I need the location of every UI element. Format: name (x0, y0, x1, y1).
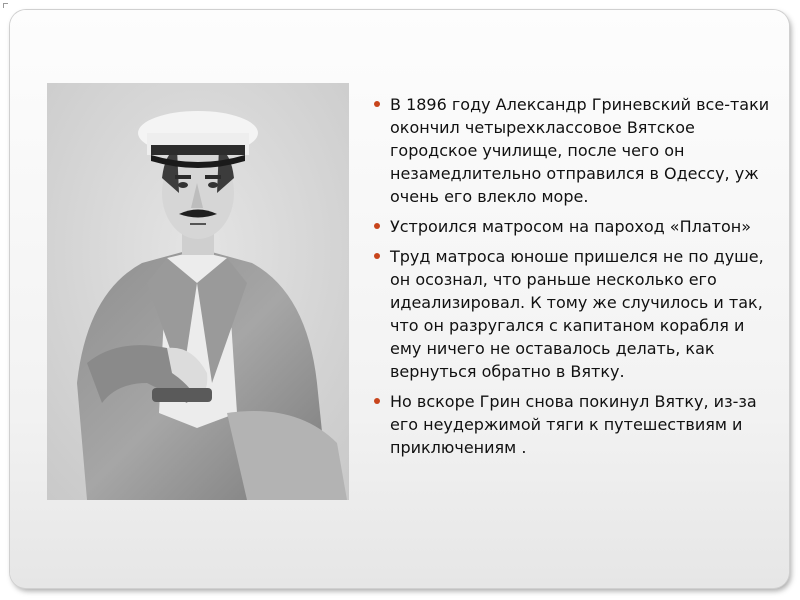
bullet-list (373, 93, 773, 466)
bullet-dot-icon (374, 253, 380, 259)
corner-mark (3, 3, 8, 8)
bullet-dot-icon (374, 398, 380, 404)
bullet-text: Труд матроса юноше пришелся не по душе, он осознал, что раньше несколько его идеализировал. К тому же случилось и так, что он разругался с капитаном корабля и ему ничего не оставалось делать, как вернуться обратно в Вятку. (390, 247, 764, 381)
bullet-item (373, 245, 773, 383)
bullet-item (373, 215, 773, 238)
bullet-item (373, 390, 773, 459)
bullet-dot-icon (374, 223, 380, 229)
portrait-photo (47, 83, 349, 500)
bullet-item (373, 93, 773, 208)
bullet-text: В 1896 году Александр Гриневский все-таки окончил четырехклассовое Вятское городское училище, после чего он незамедлительно отправился в Одессу, уж очень его влекло море. (390, 95, 770, 206)
bullet-dot-icon (374, 101, 380, 107)
bullet-text: Устроился матросом на пароход «Платон» (390, 217, 752, 236)
bullet-text: Но вскоре Грин снова покинул Вятку, из-за его неудержимой тяги к путешествиям и приключениям . (390, 392, 757, 457)
